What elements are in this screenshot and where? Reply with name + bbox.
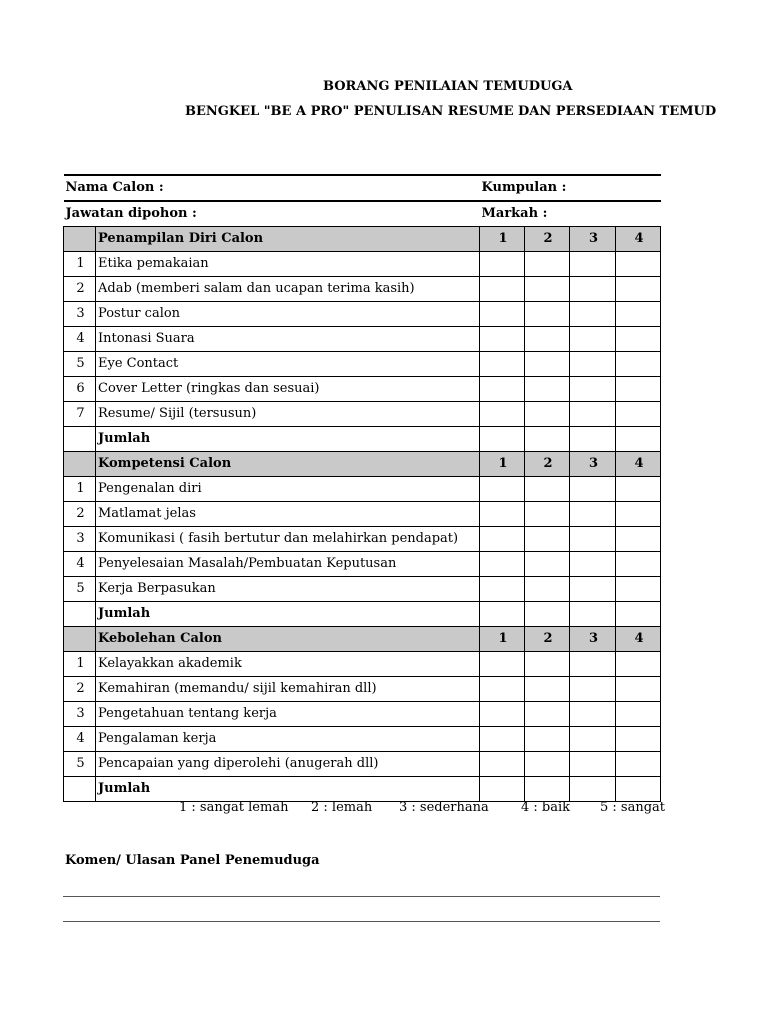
comment-line[interactable] bbox=[63, 896, 660, 897]
score-cell[interactable] bbox=[480, 277, 525, 302]
criteria-label: Resume/ Sijil (tersusun) bbox=[96, 402, 480, 427]
criteria-row bbox=[64, 327, 661, 352]
total-label: Jumlah bbox=[96, 777, 480, 802]
score-cell[interactable] bbox=[616, 652, 661, 677]
total-score-cell[interactable] bbox=[570, 777, 616, 802]
score-cell[interactable] bbox=[480, 327, 525, 352]
criteria-row bbox=[64, 277, 661, 302]
score-header: 1 bbox=[480, 227, 525, 252]
criteria-label: Eye Contact bbox=[96, 352, 480, 377]
criteria-row bbox=[64, 252, 661, 277]
comment-label: Komen/ Ulasan Panel Penemuduga bbox=[65, 853, 320, 868]
criteria-number: 7 bbox=[64, 402, 96, 427]
criteria-number: 5 bbox=[64, 577, 96, 602]
criteria-number: 2 bbox=[64, 677, 96, 702]
score-header: 2 bbox=[525, 452, 570, 477]
score-cell[interactable] bbox=[480, 252, 525, 277]
total-score-cell[interactable] bbox=[570, 427, 616, 452]
criteria-label: Penyelesaian Masalah/Pembuatan Keputusan bbox=[96, 552, 480, 577]
score-cell[interactable] bbox=[570, 252, 616, 277]
criteria-label: Pengetahuan tentang kerja bbox=[96, 702, 480, 727]
score-cell[interactable] bbox=[616, 377, 661, 402]
criteria-row bbox=[64, 402, 661, 427]
score-header: 2 bbox=[525, 227, 570, 252]
legend-item: 2 : lemah bbox=[311, 800, 373, 815]
criteria-number: 3 bbox=[64, 702, 96, 727]
score-cell[interactable] bbox=[570, 727, 616, 752]
criteria-row bbox=[64, 677, 661, 702]
section-number-cell bbox=[64, 627, 96, 652]
criteria-number: 3 bbox=[64, 527, 96, 552]
score-cell[interactable] bbox=[480, 577, 525, 602]
criteria-row bbox=[64, 727, 661, 752]
score-cell[interactable] bbox=[525, 477, 570, 502]
score-cell[interactable] bbox=[525, 252, 570, 277]
total-score-cell[interactable] bbox=[480, 602, 525, 627]
score-cell[interactable] bbox=[616, 402, 661, 427]
score-cell[interactable] bbox=[570, 352, 616, 377]
total-score-cell[interactable] bbox=[525, 777, 570, 802]
total-number-cell bbox=[64, 777, 96, 802]
criteria-row bbox=[64, 577, 661, 602]
score-cell[interactable] bbox=[616, 752, 661, 777]
score-cell[interactable] bbox=[570, 652, 616, 677]
criteria-label: Intonasi Suara bbox=[96, 327, 480, 352]
legend-item: 4 : baik bbox=[521, 800, 571, 815]
score-cell[interactable] bbox=[570, 677, 616, 702]
form-title: BORANG PENILAIAN TEMUDUGA bbox=[323, 79, 573, 94]
score-cell[interactable] bbox=[570, 577, 616, 602]
criteria-number: 1 bbox=[64, 652, 96, 677]
score-cell[interactable] bbox=[525, 652, 570, 677]
score-cell[interactable] bbox=[570, 477, 616, 502]
score-cell[interactable] bbox=[616, 252, 661, 277]
score-cell[interactable] bbox=[480, 677, 525, 702]
score-header: 1 bbox=[480, 452, 525, 477]
score-cell[interactable] bbox=[570, 752, 616, 777]
score-cell[interactable] bbox=[616, 527, 661, 552]
criteria-number: 1 bbox=[64, 252, 96, 277]
score-cell[interactable] bbox=[525, 352, 570, 377]
score-cell[interactable] bbox=[616, 327, 661, 352]
criteria-number: 1 bbox=[64, 477, 96, 502]
legend-item: 5 : sangat bbox=[600, 800, 666, 815]
score-header: 3 bbox=[570, 627, 616, 652]
score-header: 2 bbox=[525, 627, 570, 652]
score-header: 1 bbox=[480, 627, 525, 652]
score-cell[interactable] bbox=[570, 302, 616, 327]
criteria-row bbox=[64, 377, 661, 402]
criteria-row bbox=[64, 552, 661, 577]
score-cell[interactable] bbox=[480, 477, 525, 502]
criteria-label: Pengalaman kerja bbox=[96, 727, 480, 752]
score-cell[interactable] bbox=[480, 652, 525, 677]
legend-item: 1 : sangat lemah bbox=[179, 800, 289, 815]
criteria-label: Etika pemakaian bbox=[96, 252, 480, 277]
kumpulan-label: Kumpulan : bbox=[480, 175, 661, 201]
comment-line[interactable] bbox=[63, 921, 660, 922]
criteria-row bbox=[64, 302, 661, 327]
score-cell[interactable] bbox=[480, 552, 525, 577]
score-header: 4 bbox=[616, 452, 661, 477]
score-cell[interactable] bbox=[570, 527, 616, 552]
criteria-label: Kerja Berpasukan bbox=[96, 577, 480, 602]
score-cell[interactable] bbox=[525, 327, 570, 352]
criteria-label: Kemahiran (memandu/ sijil kemahiran dll) bbox=[96, 677, 480, 702]
total-row bbox=[64, 777, 661, 802]
criteria-label: Kelayakkan akademik bbox=[96, 652, 480, 677]
section-header-row bbox=[64, 627, 661, 652]
total-score-cell[interactable] bbox=[480, 777, 525, 802]
criteria-label: Pencapaian yang diperolehi (anugerah dll) bbox=[96, 752, 480, 777]
score-cell[interactable] bbox=[525, 502, 570, 527]
score-cell[interactable] bbox=[525, 752, 570, 777]
nama-calon-label: Nama Calon : bbox=[64, 175, 480, 201]
score-cell[interactable] bbox=[570, 327, 616, 352]
criteria-number: 5 bbox=[64, 352, 96, 377]
criteria-row bbox=[64, 477, 661, 502]
criteria-label: Matlamat jelas bbox=[96, 502, 480, 527]
total-row bbox=[64, 427, 661, 452]
criteria-number: 3 bbox=[64, 302, 96, 327]
total-label: Jumlah bbox=[96, 602, 480, 627]
score-cell[interactable] bbox=[616, 302, 661, 327]
score-cell[interactable] bbox=[616, 277, 661, 302]
section-title: Kebolehan Calon bbox=[96, 627, 480, 652]
section-title: Penampilan Diri Calon bbox=[96, 227, 480, 252]
criteria-label: Komunikasi ( fasih bertutur dan melahirkan pendapat) bbox=[96, 527, 480, 552]
score-cell[interactable] bbox=[616, 502, 661, 527]
score-cell[interactable] bbox=[570, 402, 616, 427]
criteria-label: Pengenalan diri bbox=[96, 477, 480, 502]
criteria-row bbox=[64, 652, 661, 677]
criteria-row bbox=[64, 702, 661, 727]
score-cell[interactable] bbox=[480, 377, 525, 402]
score-cell[interactable] bbox=[616, 702, 661, 727]
score-cell[interactable] bbox=[480, 727, 525, 752]
score-cell[interactable] bbox=[616, 552, 661, 577]
criteria-row bbox=[64, 352, 661, 377]
section-title: Kompetensi Calon bbox=[96, 452, 480, 477]
score-cell[interactable] bbox=[480, 352, 525, 377]
score-cell[interactable] bbox=[525, 402, 570, 427]
total-score-cell[interactable] bbox=[616, 427, 661, 452]
score-cell[interactable] bbox=[480, 402, 525, 427]
score-header: 4 bbox=[616, 627, 661, 652]
criteria-number: 4 bbox=[64, 327, 96, 352]
total-score-cell[interactable] bbox=[480, 427, 525, 452]
assessment-table bbox=[63, 174, 661, 802]
score-cell[interactable] bbox=[480, 702, 525, 727]
score-cell[interactable] bbox=[525, 577, 570, 602]
criteria-number: 4 bbox=[64, 552, 96, 577]
total-row bbox=[64, 602, 661, 627]
total-score-cell[interactable] bbox=[570, 602, 616, 627]
score-header: 3 bbox=[570, 452, 616, 477]
legend-item: 3 : sederhana bbox=[399, 800, 489, 815]
criteria-row bbox=[64, 752, 661, 777]
score-cell[interactable] bbox=[570, 377, 616, 402]
total-score-cell[interactable] bbox=[525, 602, 570, 627]
criteria-number: 2 bbox=[64, 502, 96, 527]
score-cell[interactable] bbox=[525, 702, 570, 727]
score-header: 3 bbox=[570, 227, 616, 252]
criteria-number: 4 bbox=[64, 727, 96, 752]
jawatan-label: Jawatan dipohon : bbox=[64, 201, 480, 227]
score-cell[interactable] bbox=[525, 377, 570, 402]
score-cell[interactable] bbox=[616, 677, 661, 702]
criteria-label: Cover Letter (ringkas dan sesuai) bbox=[96, 377, 480, 402]
score-cell[interactable] bbox=[570, 552, 616, 577]
score-cell[interactable] bbox=[616, 727, 661, 752]
criteria-label: Postur calon bbox=[96, 302, 480, 327]
score-cell[interactable] bbox=[525, 277, 570, 302]
markah-label: Markah : bbox=[480, 201, 661, 227]
form-subtitle: BENGKEL "BE A PRO" PENULISAN RESUME DAN PERSEDIAAN TEMUD bbox=[185, 104, 717, 119]
score-cell[interactable] bbox=[480, 302, 525, 327]
score-cell[interactable] bbox=[480, 752, 525, 777]
score-cell[interactable] bbox=[525, 677, 570, 702]
criteria-number: 6 bbox=[64, 377, 96, 402]
criteria-label: Adab (memberi salam dan ucapan terima kasih) bbox=[96, 277, 480, 302]
total-score-cell[interactable] bbox=[616, 602, 661, 627]
criteria-number: 2 bbox=[64, 277, 96, 302]
score-cell[interactable] bbox=[480, 527, 525, 552]
score-cell[interactable] bbox=[525, 727, 570, 752]
score-cell[interactable] bbox=[616, 352, 661, 377]
total-score-cell[interactable] bbox=[525, 427, 570, 452]
criteria-number: 5 bbox=[64, 752, 96, 777]
score-cell[interactable] bbox=[525, 527, 570, 552]
section-number-cell bbox=[64, 452, 96, 477]
score-cell[interactable] bbox=[570, 277, 616, 302]
section-header-row bbox=[64, 452, 661, 477]
score-cell[interactable] bbox=[525, 552, 570, 577]
section-number-cell bbox=[64, 227, 96, 252]
total-label: Jumlah bbox=[96, 427, 480, 452]
criteria-row bbox=[64, 527, 661, 552]
total-score-cell[interactable] bbox=[616, 777, 661, 802]
score-cell[interactable] bbox=[616, 477, 661, 502]
section-header-row bbox=[64, 227, 661, 252]
score-cell[interactable] bbox=[616, 577, 661, 602]
total-number-cell bbox=[64, 427, 96, 452]
criteria-row bbox=[64, 502, 661, 527]
score-header: 4 bbox=[616, 227, 661, 252]
score-cell[interactable] bbox=[570, 502, 616, 527]
score-cell[interactable] bbox=[525, 302, 570, 327]
total-number-cell bbox=[64, 602, 96, 627]
score-cell[interactable] bbox=[570, 702, 616, 727]
score-cell[interactable] bbox=[480, 502, 525, 527]
